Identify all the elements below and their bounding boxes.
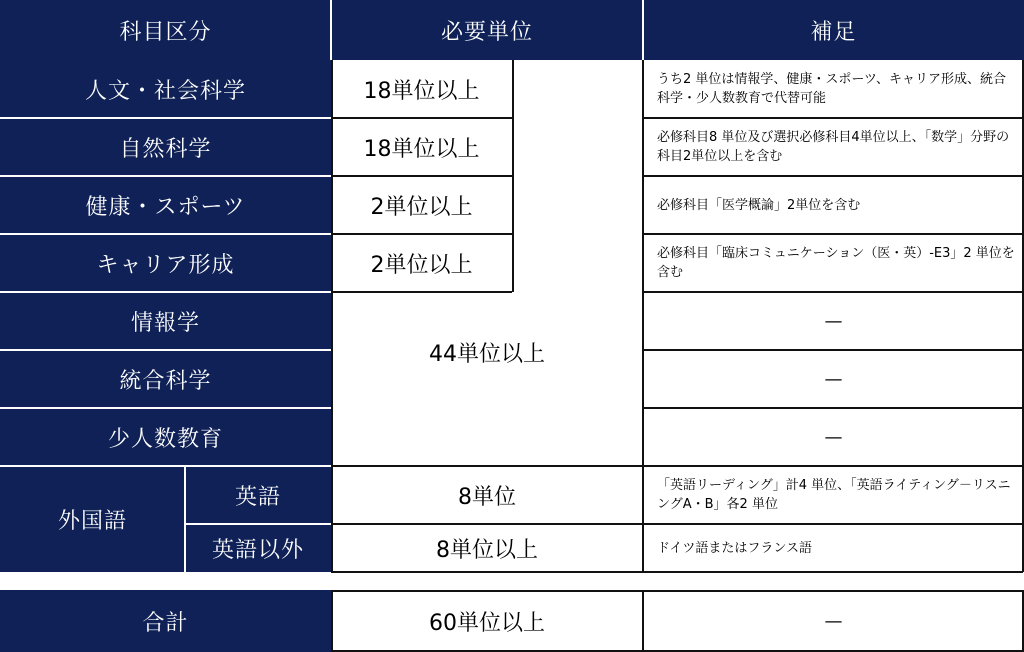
header-subject-category: 科目区分	[0, 0, 331, 60]
grid-line	[331, 117, 512, 119]
note-small-group: —	[643, 408, 1024, 466]
grid-line	[642, 60, 644, 572]
grid-line	[331, 590, 333, 652]
divider	[0, 291, 331, 293]
divider	[184, 466, 186, 572]
required-english: 8単位	[331, 466, 643, 524]
note-humanities: うち2 単位は情報学、健康・スポーツ、キャリア形成、統合科学・少人数教育で代替可能	[643, 60, 1024, 118]
divider	[185, 523, 331, 525]
grid-line	[512, 60, 514, 292]
note-integrated: —	[643, 350, 1024, 408]
required-non-english: 8単位以上	[331, 524, 643, 572]
divider	[0, 407, 331, 409]
required-combined: 44単位以上	[331, 292, 643, 466]
grid-line	[643, 291, 1023, 293]
category-integrated-science: 統合科学	[0, 350, 331, 408]
note-natural: 必修科目8 単位及び選択必修科目4単位以上、「数学」分野の科目2単位以上を含む	[643, 118, 1024, 176]
grid-line	[643, 349, 1023, 351]
grid-line	[331, 60, 333, 572]
grid-line	[331, 590, 1023, 592]
grid-line	[331, 233, 512, 235]
required-career: 2単位以上	[331, 234, 512, 292]
category-humanities-social: 人文・社会科学	[0, 60, 331, 118]
divider	[642, 0, 644, 60]
category-foreign-language: 外国語	[0, 466, 185, 572]
note-total: —	[643, 590, 1024, 652]
grid-line	[331, 291, 512, 293]
note-non-english: ドイツ語またはフランス語	[643, 524, 1024, 572]
category-total: 合計	[0, 590, 331, 652]
grid-line	[643, 175, 1023, 177]
divider	[0, 175, 331, 177]
category-career: キャリア形成	[0, 234, 331, 292]
grid-line	[643, 233, 1023, 235]
grid-line	[642, 590, 644, 652]
divider	[0, 233, 331, 235]
category-small-group: 少人数教育	[0, 408, 331, 466]
note-career: 必修科目「臨床コミュニケーション（医・英）-E3」2 単位を含む	[643, 234, 1024, 292]
category-english: 英語	[185, 466, 331, 524]
note-english: 「英語リーディング」計4 単位、「英語ライティング－リスニングA・B」各2 単位	[643, 466, 1024, 524]
divider	[0, 117, 331, 119]
grid-line	[331, 175, 512, 177]
required-humanities: 18単位以上	[331, 60, 512, 118]
grid-line	[331, 571, 1023, 573]
note-informatics: —	[643, 292, 1024, 350]
grid-line	[331, 523, 1023, 525]
note-health: 必修科目「医学概論」2単位を含む	[643, 176, 1024, 234]
category-informatics: 情報学	[0, 292, 331, 350]
grid-line	[1022, 60, 1024, 572]
header-notes: 補足	[643, 0, 1024, 60]
grid-line	[643, 407, 1023, 409]
required-natural: 18単位以上	[331, 118, 512, 176]
divider	[0, 349, 331, 351]
divider	[0, 465, 331, 467]
category-health-sports: 健康・スポーツ	[0, 176, 331, 234]
grid-line	[331, 465, 1023, 467]
grid-line	[643, 117, 1023, 119]
divider	[330, 0, 332, 60]
required-health: 2単位以上	[331, 176, 512, 234]
grid-line	[331, 650, 1023, 652]
required-total: 60単位以上	[331, 590, 643, 652]
grid-line	[1022, 590, 1024, 652]
category-non-english: 英語以外	[185, 524, 331, 572]
category-natural-science: 自然科学	[0, 118, 331, 176]
header-required-credits: 必要単位	[331, 0, 643, 60]
